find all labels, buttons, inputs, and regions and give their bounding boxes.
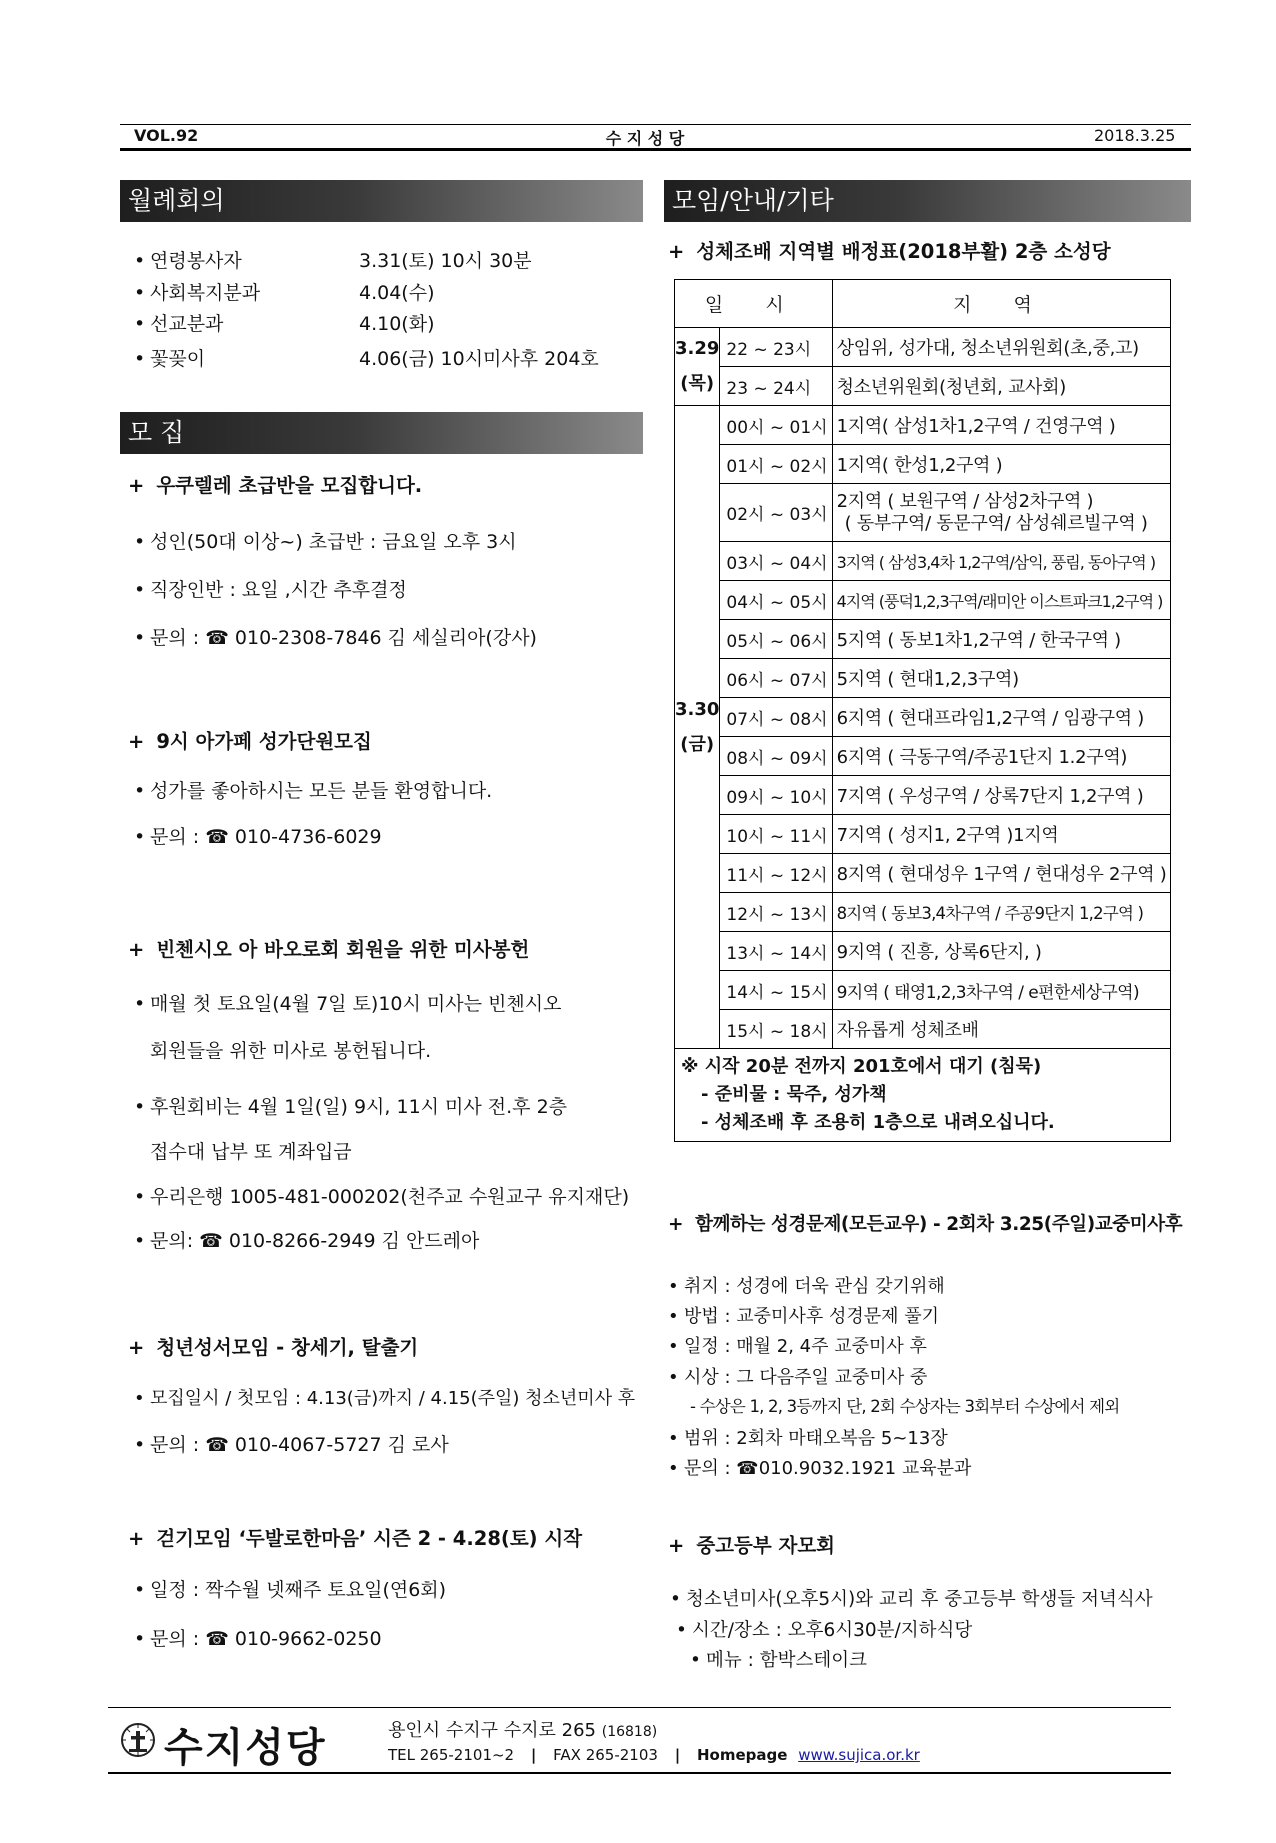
volume-number: VOL.92 xyxy=(134,126,199,145)
table-row: 04시 ~ 05시 4지역 (풍덕1,2,3구역/래미안 이스트파크1,2구역 ) xyxy=(675,581,1171,620)
list-item: • 문의 : ☎ 010-9662-0250 xyxy=(134,1628,382,1650)
separator: | xyxy=(674,1746,681,1764)
list-item: • 문의 : ☎ 010-2308-7846 김 세실리아(강사) xyxy=(134,627,537,649)
table-row: 03시 ~ 04시 3지역 ( 삼성3,4차 1,2구역/삼익, 풍림, 동아구역 ) xyxy=(675,542,1171,581)
table-row: 15시 ~ 18시 자유롭게 성체조배 xyxy=(675,1010,1171,1049)
list-item: • 메뉴 : 함박스테이크 xyxy=(690,1650,867,1671)
table-row: 23 ~ 24시 청소년위원회(청년회, 교사회) xyxy=(675,367,1171,406)
table-notes-row xyxy=(675,1049,1171,1142)
list-item-when: 4.04(수) xyxy=(359,282,435,304)
footer-homepage-label: Homepage xyxy=(696,1746,788,1764)
list-item: • 직장인반 : 요일 ,시간 추후결정 xyxy=(134,579,407,601)
list-item: • 우리은행 1005-481-000202(천주교 수원교구 유지재단) xyxy=(134,1186,630,1208)
date-cell: 3.30 (금) xyxy=(675,406,720,1049)
table-row: 12시 ~ 13시 8지역 ( 동보3,4차구역 / 주공9단지 1,2구역 ) xyxy=(675,893,1171,932)
table-row: 10시 ~ 11시 7지역 ( 성지1, 2구역 )1지역 xyxy=(675,815,1171,854)
table-row: 3.30 (금) 00시 ~ 01시 1지역( 삼성1차1,2구역 / 건영구역 ) xyxy=(675,406,1171,445)
section-title-meetings: 모임/안내/기타 xyxy=(664,180,1191,222)
section-title-monthly: 월례회의 xyxy=(120,180,643,222)
church-logo-icon xyxy=(120,1722,156,1758)
vincent-heading: + 빈첸시오 아 바오로회 회원을 위한 미사봉헌 xyxy=(128,938,530,961)
table-row: 11시 ~ 12시 8지역 ( 현대성우 1구역 / 현대성우 2구역 ) xyxy=(675,854,1171,893)
header-top-rule xyxy=(120,124,1191,125)
list-item: • 시간/장소 : 오후6시30분/지하식당 xyxy=(676,1620,973,1641)
section-title-recruit: 모 집 xyxy=(120,412,643,454)
footer-tel: TEL 265-2101~2 xyxy=(388,1746,515,1764)
list-item-when: 4.10(화) xyxy=(359,313,435,335)
list-item: • 취지 : 성경에 더욱 관심 갖기위해 xyxy=(668,1276,945,1297)
table-row: 02시 ~ 03시 2지역 ( 보원구역 / 삼성2차구역 ) ( 동부구역/ 동문구역/ 삼성쉐르빌구역 ) xyxy=(675,484,1171,542)
homepage-link[interactable]: www.sujica.or.kr xyxy=(798,1746,920,1764)
list-item: • 꽃꽂이 xyxy=(134,348,206,370)
list-item: • 시상 : 그 다음주일 교중미사 중 xyxy=(668,1367,928,1388)
adoration-schedule-table xyxy=(674,279,1171,1142)
list-item-when: 3.31(토) 10시 30분 xyxy=(359,250,532,272)
list-item: • 문의: ☎ 010-8266-2949 김 안드레아 xyxy=(134,1230,480,1252)
list-item: • 범위 : 2회차 마태오복음 5~13장 xyxy=(668,1428,948,1449)
list-item: • 선교분과 xyxy=(134,313,224,335)
agape-heading: + 9시 아가페 성가단원모집 xyxy=(128,730,372,753)
church-name: 수지성당 xyxy=(164,1725,327,1771)
table-row: 13시 ~ 14시 9지역 ( 진흥, 상록6단지, ) xyxy=(675,932,1171,971)
ukulele-heading: + 우쿠렐레 초급반을 모집합니다. xyxy=(128,474,423,497)
footer-bottom-rule xyxy=(108,1772,1171,1774)
youth-bible-heading: + 청년성서모임 - 창세기, 탈출기 xyxy=(128,1336,419,1359)
list-item: • 연령봉사자 xyxy=(134,250,242,272)
issue-date: 2018.3.25 xyxy=(1094,126,1176,145)
list-item: • 일정 : 매월 2, 4주 교중미사 후 xyxy=(668,1336,927,1357)
table-row: 07시 ~ 08시 6지역 ( 현대프라임1,2구역 / 임광구역 ) xyxy=(675,698,1171,737)
list-item-cont: - 수상은 1, 2, 3등까지 단, 2회 수상자는 3회부터 수상에서 제외 xyxy=(690,1397,1120,1416)
list-item-cont: 접수대 납부 또 계좌입금 xyxy=(150,1141,352,1163)
list-item: • 문의 : ☎ 010-4067-5727 김 로사 xyxy=(134,1434,449,1456)
list-item: • 성가를 좋아하시는 모든 분들 환영합니다. xyxy=(134,780,493,802)
list-item: • 문의 : ☎010.9032.1921 교육분과 xyxy=(668,1458,972,1479)
header-bottom-rule xyxy=(120,148,1191,151)
list-item: • 청소년미사(오후5시)와 교리 후 중고등부 학생들 저녁식사 xyxy=(670,1589,1153,1610)
list-item: • 성인(50대 이상~) 초급반 : 금요일 오후 3시 xyxy=(134,531,517,553)
walking-heading: + 걷기모임 ‘두발로한마음’ 시즌 2 - 4.28(토) 시작 xyxy=(128,1527,583,1550)
table-row: 05시 ~ 06시 5지역 ( 동보1차1,2구역 / 한국구역 ) xyxy=(675,620,1171,659)
adoration-heading: + 성체조배 지역별 배정표(2018부활) 2층 소성당 xyxy=(668,240,1111,263)
separator: | xyxy=(530,1746,537,1764)
list-item-cont: 회원들을 위한 미사로 봉헌됩니다. xyxy=(150,1040,432,1062)
table-row: 08시 ~ 09시 6지역 ( 극동구역/주공1단지 1.2구역) xyxy=(675,737,1171,776)
footer-address-line: 용인시 수지구 수지로 265 (16818) xyxy=(388,1720,658,1741)
table-row: 06시 ~ 07시 5지역 ( 현대1,2,3구역) xyxy=(675,659,1171,698)
table-notes: ※ 시작 20분 전까지 201호에서 대기 (침묵) - 준비물 : 묵주, 성가책 - 성체조배 후 조용히 1층으로 내려오십니다. xyxy=(675,1049,1171,1142)
list-item-when: 4.06(금) 10시미사후 204호 xyxy=(359,348,599,370)
list-item: • 일정 : 짝수월 넷째주 토요일(연6회) xyxy=(134,1579,447,1601)
list-item: • 사회복지분과 xyxy=(134,282,261,304)
parents-heading: + 중고등부 자모회 xyxy=(668,1534,835,1557)
list-item: • 매월 첫 토요일(4월 7일 토)10시 미사는 빈첸시오 xyxy=(134,993,562,1015)
footer-fax: FAX 265-2103 xyxy=(553,1746,658,1764)
list-item: • 후원회비는 4월 1일(일) 9시, 11시 미사 전.후 2층 xyxy=(134,1096,568,1118)
list-item: • 방법 : 교중미사후 성경문제 풀기 xyxy=(668,1306,939,1327)
bible-quiz-heading: + 함께하는 성경문제(모든교우) - 2회차 3.25(주일)교중미사후 xyxy=(668,1214,1183,1235)
newsletter-title: 수 지 성 당 xyxy=(605,129,685,148)
list-item: • 문의 : ☎ 010-4736-6029 xyxy=(134,826,382,848)
table-row: 09시 ~ 10시 7지역 ( 우성구역 / 상록7단지 1,2구역 ) xyxy=(675,776,1171,815)
table-row: 3.29 (목) 22 ~ 23시 상임위, 성가대, 청소년위원회(초,중,고) xyxy=(675,328,1171,367)
date-cell: 3.29 (목) xyxy=(675,328,720,406)
list-item: • 모집일시 / 첫모임 : 4.13(금)까지 / 4.15(주일) 청소년미사 후 xyxy=(134,1388,636,1409)
footer-top-rule xyxy=(108,1707,1171,1708)
table-row: 14시 ~ 15시 9지역 ( 태영1,2,3차구역 / e편한세상구역) xyxy=(675,971,1171,1010)
footer-contact-line xyxy=(388,1746,920,1764)
table-row: 01시 ~ 02시 1지역( 한성1,2구역 ) xyxy=(675,445,1171,484)
table-header-area: 지 역 xyxy=(832,280,1171,328)
table-header-time: 일 시 xyxy=(675,280,833,328)
